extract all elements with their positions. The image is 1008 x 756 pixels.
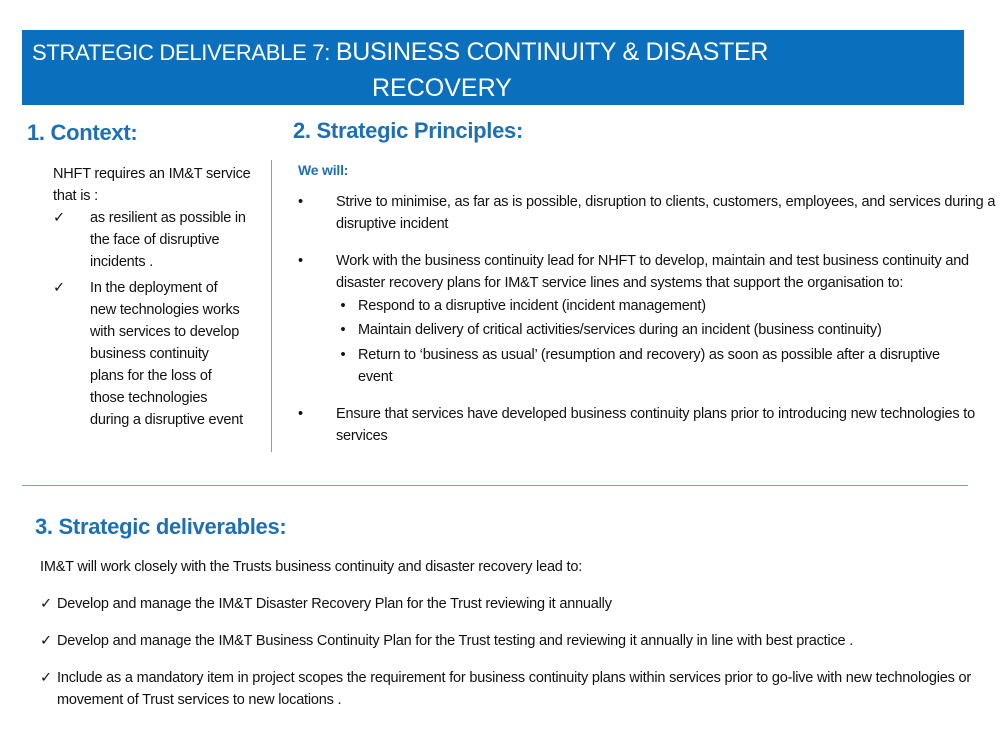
deliverable-text: Include as a mandatory item in project scopes the requirement for business continuity plans within services prior to go-live with new technologies or movement of Trust services to new locations . [57, 670, 971, 708]
context-item [53, 277, 263, 431]
sub-item [328, 344, 998, 388]
check-icon: ✓ [53, 280, 65, 296]
title-main: BUSINESS CONTINUITY & DISASTER [335, 38, 769, 66]
principle-item [298, 191, 998, 235]
title-banner [22, 30, 964, 105]
context-section [53, 163, 263, 431]
context-heading: 1. Context: [27, 120, 138, 145]
sub-item [328, 294, 998, 318]
deliverable-item [40, 593, 980, 615]
sub-item-text: Respond to a disruptive incident (incident management) [358, 298, 706, 314]
context-item [53, 207, 263, 273]
check-icon: ✓ [40, 633, 52, 649]
principle-text: Strive to minimise, as far as is possible, disruption to clients, customers, employees, and services during a disruptive incident [336, 194, 996, 232]
context-item-text: In the deployment of new technologies works with services to develop business continuity plans for the loss of those technologies during a disruptive event [90, 280, 243, 428]
title-line-1 [32, 34, 768, 71]
principles-heading: 2. Strategic Principles: [293, 118, 523, 143]
column-divider [271, 160, 272, 452]
check-icon: ✓ [53, 210, 65, 226]
context-intro: NHFT requires an IM&T service that is : [53, 166, 251, 204]
sub-item [328, 318, 998, 342]
bullet-icon: • [340, 322, 346, 338]
sub-item-text: Maintain delivery of critical activities/services during an incident (business continuity) [358, 322, 882, 338]
deliverables-section [40, 556, 980, 711]
bullet-icon: • [340, 298, 346, 314]
deliverable-item [40, 630, 980, 652]
bullet-icon: • [298, 194, 303, 210]
principle-item [298, 403, 998, 447]
bullet-icon: • [298, 406, 303, 422]
principles-section [298, 159, 998, 462]
deliverable-text: Develop and manage the IM&T Business Continuity Plan for the Trust testing and reviewing it annually in line with best practice . [57, 633, 854, 649]
check-icon: ✓ [40, 596, 52, 612]
deliverable-item [40, 667, 980, 711]
deliverable-text: Develop and manage the IM&T Disaster Recovery Plan for the Trust reviewing it annually [57, 596, 612, 612]
principles-lead: We will: [298, 162, 349, 178]
principle-text: Work with the business continuity lead for NHFT to develop, maintain and test business continuity and disaster recovery plans for IM&T service lines and systems that support the organisation to: [336, 253, 969, 291]
deliverables-intro: IM&T will work closely with the Trusts business continuity and disaster recovery lead to: [40, 559, 583, 575]
principle-text: Ensure that services have developed business continuity plans prior to introducing new technologies to services [336, 406, 975, 444]
context-item-text: as resilient as possible in the face of disruptive incidents . [90, 210, 246, 270]
deliverables-heading: 3. Strategic deliverables: [35, 514, 287, 539]
sub-item-text: Return to ‘business as usual’ (resumption and recovery) as soon as possible after a disruptive event [358, 347, 940, 385]
section-divider [22, 485, 968, 486]
title-line-2: RECOVERY [372, 74, 512, 102]
title-prefix: STRATEGIC DELIVERABLE 7: [32, 40, 331, 65]
bullet-icon: • [340, 347, 346, 363]
principle-item [298, 250, 998, 388]
check-icon: ✓ [40, 670, 52, 686]
bullet-icon: • [298, 253, 303, 269]
